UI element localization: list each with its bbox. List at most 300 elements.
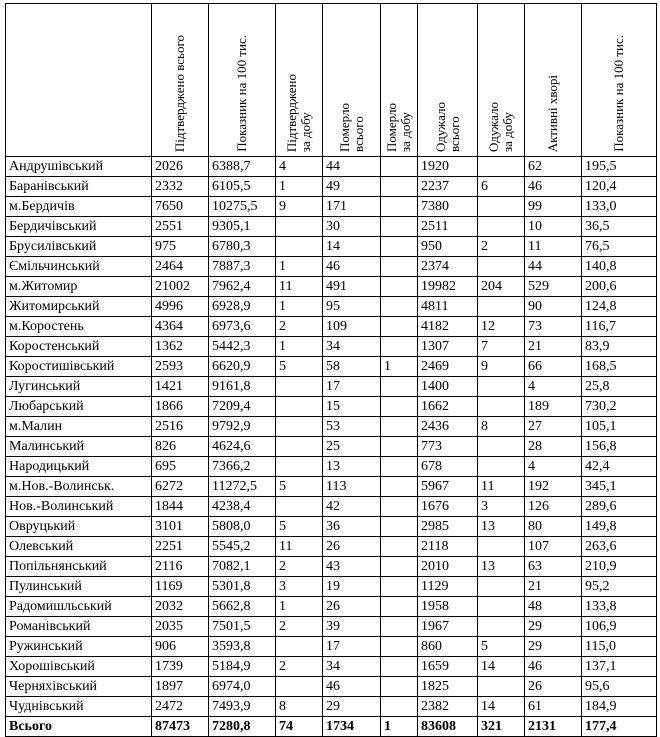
confirmed-day-cell: 1 (276, 297, 323, 317)
rate-per-100k-cell: 9161,8 (209, 377, 276, 397)
confirmed-day-cell: 5 (276, 517, 323, 537)
active-rate-cell: 124,8 (582, 297, 657, 317)
recovered-day-cell (478, 677, 525, 697)
deaths-total-cell: 30 (323, 217, 381, 237)
recovered-day-cell: 13 (478, 557, 525, 577)
recovered-day-cell (478, 397, 525, 417)
deaths-total-cell: 13 (323, 457, 381, 477)
active-cases-cell: 73 (525, 317, 582, 337)
table-row (6, 497, 657, 517)
deaths-total-cell: 25 (323, 437, 381, 457)
table-row (6, 557, 657, 577)
deaths-total-cell: 17 (323, 637, 381, 657)
recovered-day-cell (478, 537, 525, 557)
table-row (6, 697, 657, 717)
active-rate-cell: 76,5 (582, 237, 657, 257)
rate-per-100k-cell: 4624,6 (209, 437, 276, 457)
recovered-total-cell: 4182 (418, 317, 478, 337)
active-rate-cell: 195,5 (582, 157, 657, 177)
confirmed-total-cell: 1897 (152, 677, 209, 697)
header-deaths-day (381, 4, 418, 157)
deaths-total-cell: 49 (323, 177, 381, 197)
confirmed-total-cell: 2026 (152, 157, 209, 177)
confirmed-total-cell: 2035 (152, 617, 209, 637)
recovered-total-cell: 19982 (418, 277, 478, 297)
confirmed-total-cell: 906 (152, 637, 209, 657)
confirmed-total-cell: 4364 (152, 317, 209, 337)
header-confirmed-day-label: Підтверджено за добу (284, 73, 313, 152)
confirmed-total-cell: 7650 (152, 197, 209, 217)
confirmed-day-cell (276, 437, 323, 457)
recovered-total-cell: 1659 (418, 657, 478, 677)
rate-per-100k-cell: 6105,5 (209, 177, 276, 197)
recovered-total-cell: 5967 (418, 477, 478, 497)
rate-per-100k-cell: 6973,6 (209, 317, 276, 337)
confirmed-day-cell: 2 (276, 617, 323, 637)
header-recovered-total (418, 4, 478, 157)
district-name-cell: Баранівський (6, 177, 152, 197)
table-row (6, 317, 657, 337)
recovered-day-cell (478, 377, 525, 397)
table-row (6, 617, 657, 637)
deaths-day-cell (381, 277, 418, 297)
active-cases-cell: 28 (525, 437, 582, 457)
recovered-total-cell: 1825 (418, 677, 478, 697)
deaths-day-cell (381, 497, 418, 517)
recovered-total-cell: 678 (418, 457, 478, 477)
total-deaths-day-cell: 1 (381, 717, 418, 737)
confirmed-day-cell: 2 (276, 317, 323, 337)
district-name-cell: Андрушівський (6, 157, 152, 177)
active-rate-cell: 105,1 (582, 417, 657, 437)
deaths-total-cell: 109 (323, 317, 381, 337)
deaths-day-cell (381, 677, 418, 697)
active-rate-cell: 200,6 (582, 277, 657, 297)
rate-per-100k-cell: 5545,2 (209, 537, 276, 557)
deaths-day-cell (381, 417, 418, 437)
active-rate-cell: 106,9 (582, 617, 657, 637)
confirmed-day-cell: 1 (276, 597, 323, 617)
deaths-total-cell: 19 (323, 577, 381, 597)
deaths-day-cell (381, 317, 418, 337)
header-rate-per-100k-label: Показник на 100 тис. (234, 35, 249, 152)
confirmed-total-cell: 1866 (152, 397, 209, 417)
confirmed-day-cell: 2 (276, 557, 323, 577)
confirmed-day-cell (276, 377, 323, 397)
district-name-cell: Радомишльський (6, 597, 152, 617)
header-recovered-total-label: Одужало всього (432, 101, 462, 152)
recovered-total-cell: 1662 (418, 397, 478, 417)
table-row (6, 297, 657, 317)
confirmed-total-cell: 2551 (152, 217, 209, 237)
deaths-total-cell: 15 (323, 397, 381, 417)
confirmed-day-cell: 2 (276, 657, 323, 677)
active-rate-cell: 168,5 (582, 357, 657, 377)
deaths-total-cell: 491 (323, 277, 381, 297)
active-rate-cell: 345,1 (582, 477, 657, 497)
active-rate-cell: 25,8 (582, 377, 657, 397)
deaths-day-cell (381, 517, 418, 537)
district-name-cell: Пулинський (6, 577, 152, 597)
confirmed-day-cell (276, 677, 323, 697)
table-row (6, 677, 657, 697)
active-cases-cell: 48 (525, 597, 582, 617)
confirmed-total-cell: 2116 (152, 557, 209, 577)
active-rate-cell: 263,6 (582, 537, 657, 557)
recovered-total-cell: 2237 (418, 177, 478, 197)
active-cases-cell: 126 (525, 497, 582, 517)
deaths-day-cell (381, 697, 418, 717)
recovered-total-cell: 4811 (418, 297, 478, 317)
active-cases-cell: 21 (525, 337, 582, 357)
confirmed-total-cell: 1421 (152, 377, 209, 397)
recovered-total-cell: 1676 (418, 497, 478, 517)
recovered-day-cell: 2 (478, 237, 525, 257)
deaths-day-cell (381, 237, 418, 257)
rate-per-100k-cell: 9305,1 (209, 217, 276, 237)
rate-per-100k-cell: 7209,4 (209, 397, 276, 417)
district-name-cell: Овруцький (6, 517, 152, 537)
rate-per-100k-cell: 7501,5 (209, 617, 276, 637)
rate-per-100k-cell: 3593,8 (209, 637, 276, 657)
district-name-cell: Чуднівський (6, 697, 152, 717)
table-row (6, 157, 657, 177)
deaths-day-cell (381, 637, 418, 657)
active-cases-cell: 27 (525, 417, 582, 437)
recovered-total-cell: 1307 (418, 337, 478, 357)
confirmed-day-cell: 8 (276, 697, 323, 717)
deaths-day-cell (381, 657, 418, 677)
total-confirmed-total-cell: 87473 (152, 717, 209, 737)
deaths-total-cell: 34 (323, 337, 381, 357)
table-row (6, 577, 657, 597)
total-active-rate-cell: 177,4 (582, 717, 657, 737)
recovered-day-cell (478, 437, 525, 457)
recovered-day-cell: 12 (478, 317, 525, 337)
recovered-total-cell: 2374 (418, 257, 478, 277)
recovered-day-cell (478, 257, 525, 277)
table-row (6, 217, 657, 237)
confirmed-day-cell: 1 (276, 337, 323, 357)
rate-per-100k-cell: 4238,4 (209, 497, 276, 517)
total-row (6, 717, 657, 737)
recovered-total-cell: 2118 (418, 537, 478, 557)
deaths-day-cell (381, 217, 418, 237)
rate-per-100k-cell: 10275,5 (209, 197, 276, 217)
table-row (6, 357, 657, 377)
header-confirmed-day (276, 4, 323, 157)
deaths-day-cell (381, 577, 418, 597)
recovered-day-cell (478, 457, 525, 477)
rate-per-100k-cell: 7082,1 (209, 557, 276, 577)
confirmed-day-cell: 5 (276, 477, 323, 497)
deaths-total-cell: 53 (323, 417, 381, 437)
active-rate-cell: 133,0 (582, 197, 657, 217)
confirmed-day-cell: 11 (276, 277, 323, 297)
deaths-day-cell (381, 157, 418, 177)
deaths-day-cell (381, 617, 418, 637)
active-cases-cell: 80 (525, 517, 582, 537)
deaths-day-cell (381, 597, 418, 617)
recovered-day-cell (478, 617, 525, 637)
table-row (6, 657, 657, 677)
district-name-cell: м.Житомир (6, 277, 152, 297)
table-row (6, 437, 657, 457)
confirmed-day-cell (276, 637, 323, 657)
header-recovered-day (478, 4, 525, 157)
recovered-total-cell: 1967 (418, 617, 478, 637)
recovered-day-cell: 3 (478, 497, 525, 517)
district-name-cell: Романівський (6, 617, 152, 637)
active-rate-cell: 36,5 (582, 217, 657, 237)
header-deaths-day-label: Померло за добу (384, 103, 413, 152)
header-recovered-day-label: Одужало за добу (486, 101, 515, 152)
active-rate-cell: 289,6 (582, 497, 657, 517)
active-rate-cell: 730,2 (582, 397, 657, 417)
rate-per-100k-cell: 5662,8 (209, 597, 276, 617)
deaths-day-cell: 1 (381, 357, 418, 377)
rate-per-100k-cell: 7493,9 (209, 697, 276, 717)
recovered-day-cell: 13 (478, 517, 525, 537)
district-name-cell: Хорошівський (6, 657, 152, 677)
district-name-cell: м.Бердичів (6, 197, 152, 217)
header-active-cases-label: Активні хворі (545, 74, 560, 152)
total-recovered-day-cell: 321 (478, 717, 525, 737)
active-cases-cell: 529 (525, 277, 582, 297)
active-cases-cell: 4 (525, 377, 582, 397)
deaths-total-cell: 42 (323, 497, 381, 517)
confirmed-total-cell: 2464 (152, 257, 209, 277)
active-cases-cell: 107 (525, 537, 582, 557)
recovered-day-cell: 14 (478, 657, 525, 677)
active-cases-cell: 29 (525, 617, 582, 637)
confirmed-total-cell: 1362 (152, 337, 209, 357)
confirmed-total-cell: 4996 (152, 297, 209, 317)
recovered-day-cell: 9 (478, 357, 525, 377)
total-deaths-total-cell: 1734 (323, 717, 381, 737)
recovered-day-cell: 8 (478, 417, 525, 437)
table-row (6, 337, 657, 357)
district-name-cell: Брусилівський (6, 237, 152, 257)
district-name-cell: Коростенський (6, 337, 152, 357)
recovered-total-cell: 2469 (418, 357, 478, 377)
table-row (6, 197, 657, 217)
deaths-day-cell (381, 477, 418, 497)
district-name-cell: Бердичівський (6, 217, 152, 237)
rate-per-100k-cell: 6388,7 (209, 157, 276, 177)
table-row (6, 277, 657, 297)
active-rate-cell: 133,8 (582, 597, 657, 617)
rate-per-100k-cell: 7962,4 (209, 277, 276, 297)
active-cases-cell: 189 (525, 397, 582, 417)
deaths-total-cell: 58 (323, 357, 381, 377)
active-rate-cell: 95,2 (582, 577, 657, 597)
rate-per-100k-cell: 6620,9 (209, 357, 276, 377)
active-cases-cell: 21 (525, 577, 582, 597)
rate-per-100k-cell: 5301,8 (209, 577, 276, 597)
table-row (6, 397, 657, 417)
active-cases-cell: 46 (525, 177, 582, 197)
district-name-cell: м.Коростень (6, 317, 152, 337)
header-district (6, 4, 152, 157)
active-rate-cell: 115,0 (582, 637, 657, 657)
recovered-total-cell: 2382 (418, 697, 478, 717)
deaths-total-cell: 26 (323, 597, 381, 617)
header-active-rate-per-100k-label: Показник на 100 тис. (611, 35, 626, 152)
deaths-total-cell: 26 (323, 537, 381, 557)
confirmed-day-cell: 11 (276, 537, 323, 557)
district-name-cell: Попільнянський (6, 557, 152, 577)
district-name-cell: Народицький (6, 457, 152, 477)
deaths-day-cell (381, 177, 418, 197)
deaths-day-cell (381, 457, 418, 477)
header-active-rate-per-100k (582, 4, 657, 157)
table-row (6, 237, 657, 257)
active-rate-cell: 210,9 (582, 557, 657, 577)
header-rate-per-100k (209, 4, 276, 157)
deaths-total-cell: 17 (323, 377, 381, 397)
deaths-total-cell: 29 (323, 697, 381, 717)
district-name-cell: Житомирський (6, 297, 152, 317)
recovered-day-cell (478, 157, 525, 177)
recovered-day-cell: 7 (478, 337, 525, 357)
rate-per-100k-cell: 6928,9 (209, 297, 276, 317)
confirmed-day-cell (276, 417, 323, 437)
table-row (6, 417, 657, 437)
rate-per-100k-cell: 5442,3 (209, 337, 276, 357)
active-cases-cell: 66 (525, 357, 582, 377)
district-name-cell: Малинський (6, 437, 152, 457)
district-name-cell: м.Малин (6, 417, 152, 437)
deaths-day-cell (381, 337, 418, 357)
table-row (6, 477, 657, 497)
recovered-day-cell (478, 217, 525, 237)
deaths-day-cell (381, 557, 418, 577)
deaths-day-cell (381, 297, 418, 317)
district-name-cell: Ємільчинський (6, 257, 152, 277)
recovered-day-cell: 5 (478, 637, 525, 657)
header-active-cases (525, 4, 582, 157)
header-deaths-total (323, 4, 381, 157)
deaths-total-cell: 43 (323, 557, 381, 577)
deaths-total-cell: 44 (323, 157, 381, 177)
active-cases-cell: 63 (525, 557, 582, 577)
active-rate-cell: 95,6 (582, 677, 657, 697)
active-cases-cell: 10 (525, 217, 582, 237)
active-cases-cell: 44 (525, 257, 582, 277)
deaths-total-cell: 39 (323, 617, 381, 637)
active-rate-cell: 149,8 (582, 517, 657, 537)
confirmed-day-cell (276, 397, 323, 417)
rate-per-100k-cell: 7887,3 (209, 257, 276, 277)
confirmed-day-cell: 1 (276, 257, 323, 277)
recovered-total-cell: 1129 (418, 577, 478, 597)
confirmed-total-cell: 2516 (152, 417, 209, 437)
deaths-day-cell (381, 377, 418, 397)
confirmed-day-cell: 1 (276, 177, 323, 197)
confirmed-total-cell: 2032 (152, 597, 209, 617)
confirmed-total-cell: 975 (152, 237, 209, 257)
recovered-total-cell: 773 (418, 437, 478, 457)
rate-per-100k-cell: 5808,0 (209, 517, 276, 537)
confirmed-day-cell (276, 497, 323, 517)
deaths-total-cell: 46 (323, 257, 381, 277)
confirmed-day-cell (276, 237, 323, 257)
total-district-name-cell: Всього (6, 717, 152, 737)
district-name-cell: Ружинський (6, 637, 152, 657)
recovered-total-cell: 7380 (418, 197, 478, 217)
confirmed-day-cell: 5 (276, 357, 323, 377)
confirmed-total-cell: 826 (152, 437, 209, 457)
deaths-day-cell (381, 397, 418, 417)
table-row (6, 457, 657, 477)
table-body (6, 157, 657, 737)
confirmed-total-cell: 1169 (152, 577, 209, 597)
total-active-cases-cell: 2131 (525, 717, 582, 737)
deaths-day-cell (381, 197, 418, 217)
confirmed-total-cell: 1739 (152, 657, 209, 677)
header-deaths-total-label: Померло всього (336, 103, 366, 152)
rate-per-100k-cell: 9792,9 (209, 417, 276, 437)
rate-per-100k-cell: 6780,3 (209, 237, 276, 257)
district-name-cell: м.Нов.-Волинськ. (6, 477, 152, 497)
active-rate-cell: 120,4 (582, 177, 657, 197)
recovered-day-cell (478, 597, 525, 617)
active-rate-cell: 184,9 (582, 697, 657, 717)
confirmed-day-cell: 4 (276, 157, 323, 177)
active-rate-cell: 83,9 (582, 337, 657, 357)
confirmed-day-cell (276, 457, 323, 477)
active-cases-cell: 4 (525, 457, 582, 477)
table-header (6, 4, 657, 157)
total-recovered-total-cell: 83608 (418, 717, 478, 737)
active-cases-cell: 90 (525, 297, 582, 317)
confirmed-total-cell: 6272 (152, 477, 209, 497)
confirmed-day-cell: 3 (276, 577, 323, 597)
active-cases-cell: 61 (525, 697, 582, 717)
active-cases-cell: 192 (525, 477, 582, 497)
recovered-total-cell: 1958 (418, 597, 478, 617)
deaths-total-cell: 95 (323, 297, 381, 317)
rate-per-100k-cell: 5184,9 (209, 657, 276, 677)
confirmed-total-cell: 2251 (152, 537, 209, 557)
confirmed-total-cell: 21002 (152, 277, 209, 297)
district-name-cell: Лугинський (6, 377, 152, 397)
deaths-day-cell (381, 537, 418, 557)
recovered-total-cell: 1920 (418, 157, 478, 177)
recovered-total-cell: 2985 (418, 517, 478, 537)
active-cases-cell: 11 (525, 237, 582, 257)
active-rate-cell: 140,8 (582, 257, 657, 277)
active-cases-cell: 62 (525, 157, 582, 177)
rate-per-100k-cell: 7366,2 (209, 457, 276, 477)
district-name-cell: Коростишівський (6, 357, 152, 377)
deaths-day-cell (381, 257, 418, 277)
covid-district-table (5, 3, 657, 737)
table-row (6, 637, 657, 657)
confirmed-total-cell: 2472 (152, 697, 209, 717)
active-cases-cell: 29 (525, 637, 582, 657)
active-rate-cell: 42,4 (582, 457, 657, 477)
recovered-day-cell: 6 (478, 177, 525, 197)
total-confirmed-day-cell: 74 (276, 717, 323, 737)
recovered-total-cell: 2436 (418, 417, 478, 437)
recovered-day-cell (478, 297, 525, 317)
recovered-total-cell: 1400 (418, 377, 478, 397)
header-row (6, 4, 657, 157)
confirmed-total-cell: 2593 (152, 357, 209, 377)
deaths-total-cell: 34 (323, 657, 381, 677)
